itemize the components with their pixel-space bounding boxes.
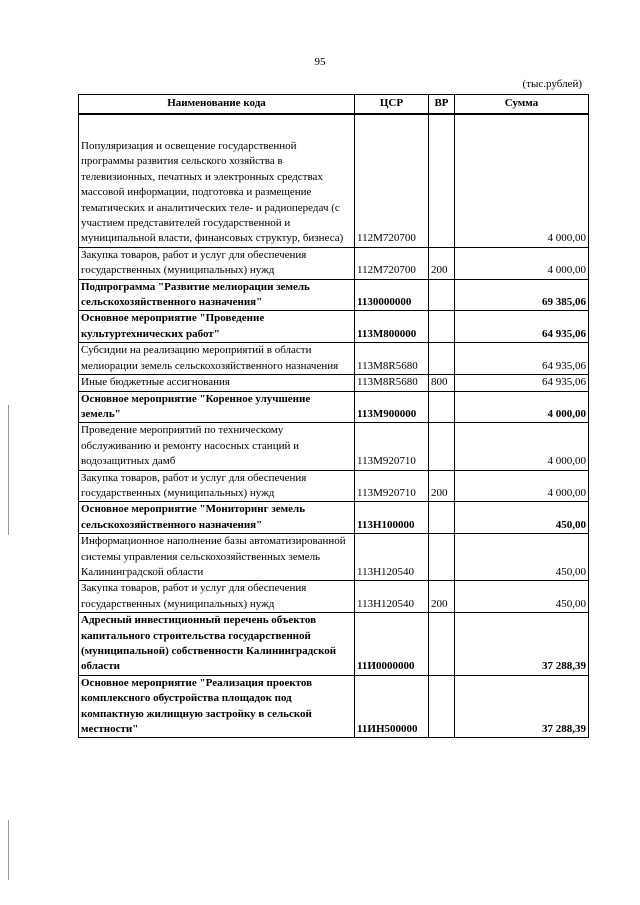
scan-margin-line xyxy=(8,820,9,880)
header-name: Наименование кода xyxy=(79,95,355,115)
cell-code: 113Н120540 xyxy=(355,534,429,581)
cell-code: 113Н120540 xyxy=(355,581,429,613)
cell-code: 113Н100000 xyxy=(355,502,429,534)
cell-sum: 37 288,39 xyxy=(455,675,589,738)
cell-vr: 200 xyxy=(429,470,455,502)
cell-vr: 200 xyxy=(429,581,455,613)
cell-code: 11ИН500000 xyxy=(355,675,429,738)
units-label: (тыс.рублей) xyxy=(522,78,582,90)
cell-code: 113М800000 xyxy=(355,311,429,343)
cell-sum: 4 000,00 xyxy=(455,423,589,470)
cell-name: Закупка товаров, работ и услуг для обеспечения государственных (муниципальных) нужд xyxy=(79,470,355,502)
cell-sum: 64 935,06 xyxy=(455,311,589,343)
cell-sum: 450,00 xyxy=(455,502,589,534)
cell-name: Основное мероприятие "Проведение культуртехнических работ" xyxy=(79,311,355,343)
cell-vr: 200 xyxy=(429,247,455,279)
cell-sum: 450,00 xyxy=(455,534,589,581)
cell-vr xyxy=(429,311,455,343)
page-number: 95 xyxy=(314,56,326,68)
cell-name: Подпрограмма "Развитие мелиорации земель сельскохозяйственного назначения" xyxy=(79,279,355,311)
table-row xyxy=(79,279,589,311)
cell-code: 1130000000 xyxy=(355,279,429,311)
cell-name: Адресный инвестиционный перечень объектов капитального строительства государственной (муниципальной) собственности Калининградской области xyxy=(79,613,355,676)
cell-vr xyxy=(429,391,455,423)
cell-name: Проведение мероприятий по техническому обслуживанию и ремонту насосных станций и водозащитных дамб xyxy=(79,423,355,470)
table-row xyxy=(79,675,589,738)
cell-sum: 4 000,00 xyxy=(455,247,589,279)
cell-vr xyxy=(429,114,455,247)
header-vr: ВР xyxy=(429,95,455,115)
table-row xyxy=(79,375,589,391)
table-header-row xyxy=(79,95,589,115)
cell-code: 113М8R5680 xyxy=(355,375,429,391)
cell-vr xyxy=(429,502,455,534)
cell-name: Иные бюджетные ассигнования xyxy=(79,375,355,391)
cell-sum: 69 385,06 xyxy=(455,279,589,311)
cell-name: Закупка товаров, работ и услуг для обеспечения государственных (муниципальных) нужд xyxy=(79,581,355,613)
cell-vr xyxy=(429,423,455,470)
cell-name: Закупка товаров, работ и услуг для обеспечения государственных (муниципальных) нужд xyxy=(79,247,355,279)
table-row xyxy=(79,423,589,470)
budget-table xyxy=(78,94,589,738)
cell-vr xyxy=(429,613,455,676)
cell-code: 113М920710 xyxy=(355,423,429,470)
cell-sum: 450,00 xyxy=(455,581,589,613)
table-row xyxy=(79,247,589,279)
cell-vr xyxy=(429,534,455,581)
table-row xyxy=(79,502,589,534)
cell-sum: 37 288,39 xyxy=(455,613,589,676)
cell-name: Основное мероприятие "Мониторинг земель сельскохозяйственного назначения" xyxy=(79,502,355,534)
cell-code: 112М720700 xyxy=(355,114,429,247)
cell-sum: 4 000,00 xyxy=(455,114,589,247)
cell-vr: 800 xyxy=(429,375,455,391)
cell-code: 11И0000000 xyxy=(355,613,429,676)
cell-code: 112М720700 xyxy=(355,247,429,279)
cell-code: 113М920710 xyxy=(355,470,429,502)
header-sum: Сумма xyxy=(455,95,589,115)
cell-sum: 64 935,06 xyxy=(455,343,589,375)
cell-code: 113М900000 xyxy=(355,391,429,423)
cell-name: Основное мероприятие "Коренное улучшение земель" xyxy=(79,391,355,423)
cell-name: Информационное наполнение базы автоматизированной системы управления сельскохозяйственных земель Калининградской области xyxy=(79,534,355,581)
table-row xyxy=(79,391,589,423)
cell-name: Популяризация и освещение государственной программы развития сельского хозяйства в телевизионных, печатных и электронных средствах массовой информации, подготовка и размещение тематических и аналитических теле- и радиопередач (с участием представителей государственной и муниципальной власти, финансовых структур, бизнеса) xyxy=(79,114,355,247)
scan-margin-line xyxy=(8,405,9,535)
cell-name: Субсидии на реализацию мероприятий в области мелиорации земель сельскохозяйственного назначения xyxy=(79,343,355,375)
table-row xyxy=(79,311,589,343)
cell-vr xyxy=(429,343,455,375)
cell-sum: 4 000,00 xyxy=(455,391,589,423)
table-row xyxy=(79,613,589,676)
table-row xyxy=(79,470,589,502)
cell-vr xyxy=(429,675,455,738)
table-row xyxy=(79,534,589,581)
table-row xyxy=(79,343,589,375)
cell-sum: 64 935,06 xyxy=(455,375,589,391)
cell-sum: 4 000,00 xyxy=(455,470,589,502)
cell-vr xyxy=(429,279,455,311)
table-row xyxy=(79,581,589,613)
cell-name: Основное мероприятие "Реализация проектов комплексного обустройства площадок под компактную жилищную застройку в сельской местности" xyxy=(79,675,355,738)
cell-code: 113М8R5680 xyxy=(355,343,429,375)
header-code: ЦСР xyxy=(355,95,429,115)
table-row xyxy=(79,114,589,247)
